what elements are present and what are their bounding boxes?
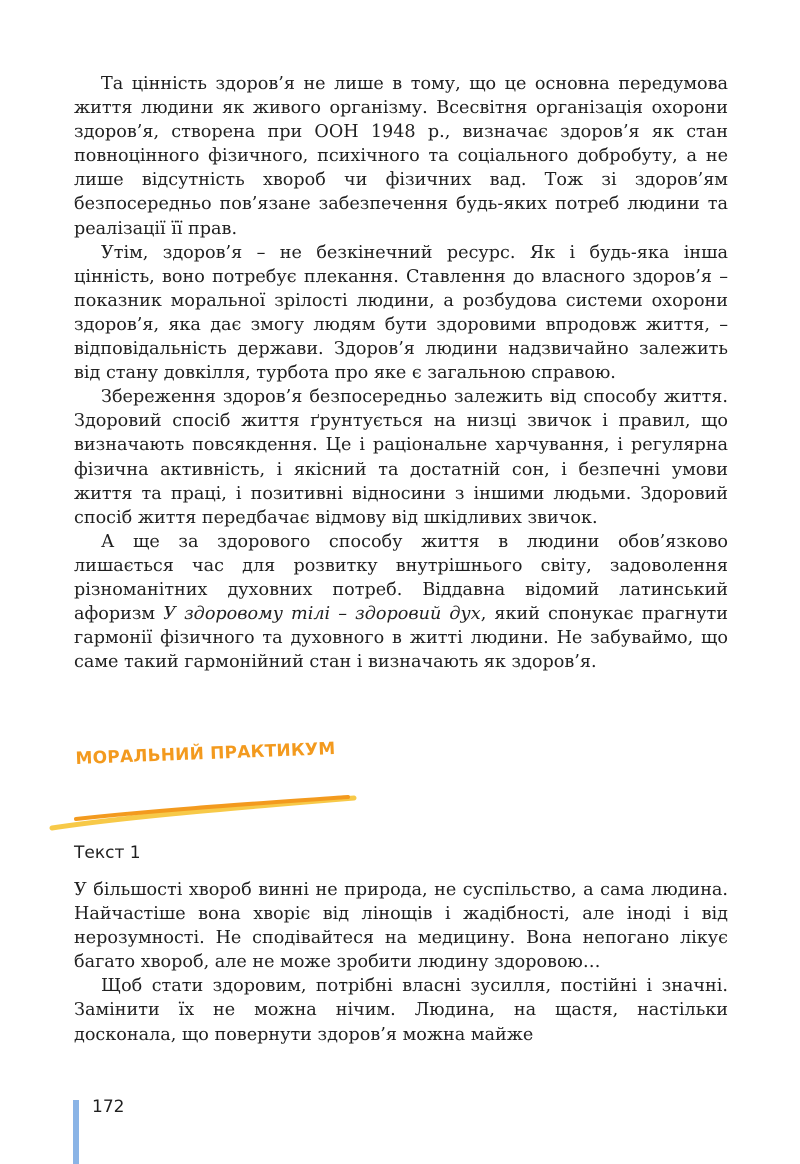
paragraph bbox=[74, 530, 728, 675]
main-text bbox=[74, 72, 728, 674]
paragraph-text: А ще за здорового способу життя в людини обов’язково лишається час для розвитку внутрішнього світу, задоволення різноманітних духовних потреб. Віддавна відомий латинський афоризм bbox=[74, 531, 728, 625]
underline-yellow-stroke bbox=[52, 798, 354, 828]
paragraph: Щоб стати здоровим, потрібні власні зусилля, постійні і значні. Замінити їх не можна нічим. Людина, на щастя, настільки досконала, що повернути здоров’я можна майже bbox=[74, 976, 728, 1045]
latin-aphorism: У здоровому тілі – здоровий дух bbox=[163, 604, 481, 625]
paragraph-text: , який спонукає прагнути гармонії фізичного та духовного в житті людини. Не забуваймо, що саме такий гармонійний стан і визначають як здоров’я. bbox=[74, 604, 729, 673]
paragraph: Утім, здоров’я – не безкінечний ресурс. Як і будь-яка інша цінність, воно потребує плекання. Ставлення до власного здоров’я – показник моральної зрілості людини, а розбудова системи охорони здоров’я, яка дає змогу людям бути здоровими впродовж життя, – відповідальність держави. Здоров’я людини надзвичайно залежить від стану довкілля, турбота про яке є загальною справою. bbox=[74, 242, 728, 384]
page-bar-decoration bbox=[73, 1100, 79, 1164]
practicum-text bbox=[74, 878, 728, 1047]
paragraph: Та цінність здоров’я не лише в тому, що це основна передумова життя людини як живого організму. Всесвітня організація охорони здоров’я, створена при ООН 1948 р., визначає здоров’я як стан повноцінного фізичного, психічного та соціального добробуту, а не лише відсутність хвороб чи фізичних вад. Тож зі здоров’ям безпосередньо пов’язане забезпечення будь-яких потреб людини та реалізації її прав. bbox=[74, 74, 728, 239]
paragraph: У більшості хвороб винні не природа, не суспільство, а сама людина. Найчастіше вона хворіє від лінощів і жадібності, але іноді і від нерозумності. Не сподівайтеся на медицину. Вона непогано лікує багато хвороб, але не може зробити людину здоровою… bbox=[74, 880, 728, 973]
paragraph: Збереження здоров’я безпосередньо залежить від способу життя. Здоровий спосіб життя ґрунтується на низці звичок і правил, що визначають повсякдення. Це і раціональне харчування, і регулярна фізична активність, і якісний та достатній сон, і безпечні умови життя та праці, і позитивні відносини з іншими людьми. Здоровий спосіб життя передбачає відмову від шкідливих звичок. bbox=[74, 387, 728, 528]
section-heading: МОРАЛЬНИЙ ПРАКТИКУМ bbox=[75, 739, 336, 769]
text-subheading: Текст 1 bbox=[74, 843, 141, 863]
page-number: 172 bbox=[92, 1097, 125, 1117]
heading-underline-decoration bbox=[48, 788, 368, 834]
underline-orange-stroke bbox=[76, 797, 348, 819]
